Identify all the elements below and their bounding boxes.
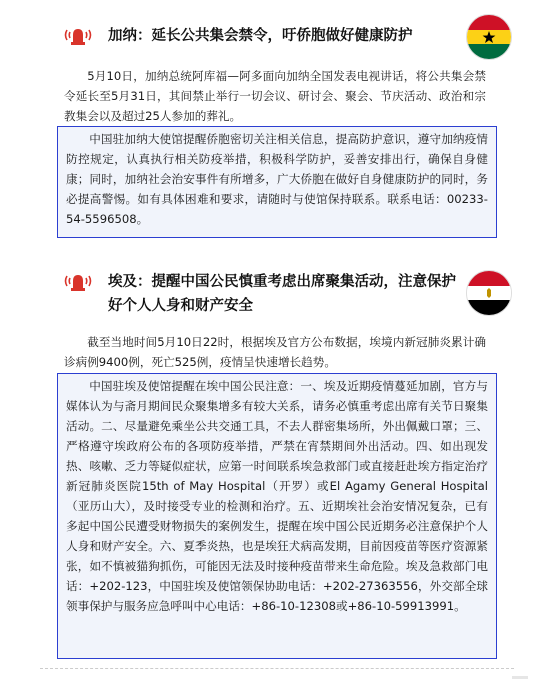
page-marker (512, 676, 528, 679)
alarm-siren-icon (62, 270, 94, 292)
egypt-flag-icon (466, 270, 512, 316)
alarm-siren-icon (62, 24, 94, 46)
ghana-embassy-notice: 中国驻加纳大使馆提醒侨胞密切关注相关信息，提高防护意识，遵守加纳疫情防控规定，认真执行相关防疫举措，积极科学防护，妥善安排出行，确保自身健康；同时，加纳社会治安事件有所增多，广大侨胞在做好自身健康防护的同时，务必提高警惕。如有具体困难和要求，请随时与使馆保持联系。联系电话：00233-54-5596508。 (57, 126, 497, 238)
section-title-ghana: 加纳：延长公共集会禁令，吁侨胞做好健康防护 (108, 28, 413, 44)
section-title-egypt-line1: 埃及：提醒中国公民慎重考虑出席聚集活动，注意保护 (108, 274, 456, 290)
ghana-paragraph: 5月10日，加纳总统阿库福—阿多面向加纳全国发表电视讲话，将公共集会禁令延长至5月31日，其间禁止举行一切会议、研讨会、聚会、节庆活动、政治和宗教集会以及超过25人参加的葬礼。 (64, 69, 486, 123)
section-title-egypt-line2: 好个人人身和财产安全 (108, 298, 253, 314)
footer-divider (40, 668, 514, 669)
egypt-embassy-notice: 中国驻埃及使馆提醒在埃中国公民注意：一、埃及近期疫情蔓延加剧，官方与媒体认为与斋月期间民众聚集增多有较大关系，请务必慎重考虑出席有关节日聚集活动。二、尽量避免乘坐公共交通工具，不去人群密集场所，外出佩戴口罩；三、严格遵守埃政府公布的各项防疫举措，严禁在宵禁期间外出活动。四、如出现发热、咳嗽、乏力等疑似症状，应第一时间联系埃急救部门或直接赶赴埃方指定治疗新冠肺炎医院15th of May Hospital（开罗）或El Agamy General Hospital（亚历山大），及时接受专业的检测和治疗。五、近期埃社会治安情况复杂，已有多起中国公民遭受财物损失的案例发生，提醒在埃中国公民近期务必注意保护个人人身和财产安全。六、夏季炎热，也是埃狂犬病高发期，目前因疫苗等医疗资源紧张，如不慎被猫狗抓伤，可能因无法及时接种疫苗带来生命危险。埃及急救部门电话：+202-123，中国驻埃及使馆领保协助电话：+202-27363556，外交部全球领事保护与服务应急呼叫中心电话：+86-10-12308或+86-10-59913991。 (57, 373, 497, 659)
egypt-paragraph: 截至当地时间5月10日22时，根据埃及官方公布数据，埃境内新冠肺炎累计确诊病例9400例，死亡525例，疫情呈快速增长趋势。 (64, 335, 486, 369)
ghana-flag-icon (466, 14, 512, 60)
